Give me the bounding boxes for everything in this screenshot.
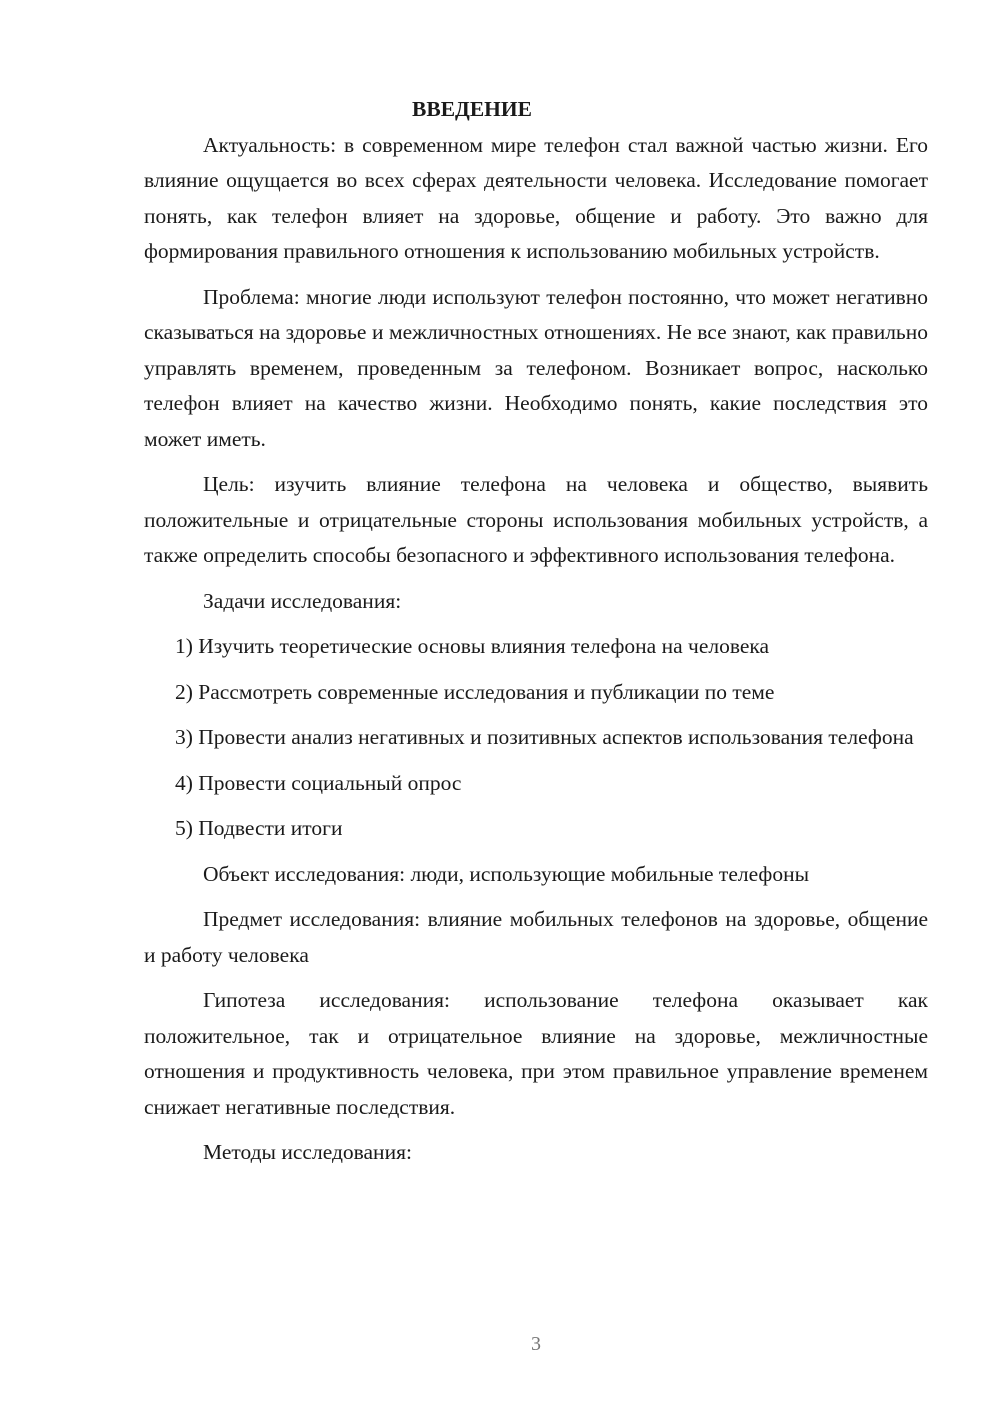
paragraph-relevance: Актуальность: в современном мире телефон стал важной частью жизни. Его влияние ощущается во всех сферах деятельности человека. Исследование помогает понять, как телефон влияет на здоровье, общение и работу. Это важно для формирования правильного отношения к использованию мобильных устройств. (144, 132, 928, 263)
paragraph-goal: Цель: изучить влияние телефона на человека и общество, выявить положительные и отрицательные стороны использования мобильных устройств, а также определить способы безопасного и эффективного использования телефона. (144, 472, 928, 567)
task-item-2: 2) Рассмотреть современные исследования и публикации по теме (175, 679, 775, 704)
document-page (144, 92, 928, 1181)
section-title (144, 92, 928, 128)
task-item-1: 1) Изучить теоретические основы влияния телефона на человека (175, 634, 770, 658)
task-item-5: 5) Подвести итоги (175, 816, 343, 840)
paragraph-object: Объект исследования: люди, использующие мобильные телефоны (203, 861, 810, 886)
page-number: 3 (531, 1333, 541, 1355)
task-item-3: 3) Провести анализ негативных и позитивных аспектов использования телефона (175, 725, 914, 749)
paragraph-problem: Проблема: многие люди используют телефон постоянно, что может негативно сказываться на здоровье и межличностных отношениях. Не все знают, как правильно управлять временем, проведенным за телефоном. Возникает вопрос, насколько телефон влияет на качество жизни. Необходимо понять, какие последствия это может иметь. (144, 284, 928, 451)
tasks-heading: Задачи исследования: (203, 588, 402, 613)
section-title-text: ВВЕДЕНИЕ (412, 97, 532, 121)
task-item-4: 4) Провести социальный опрос (175, 770, 462, 795)
methods-heading: Методы исследования: (203, 1140, 412, 1164)
paragraph-hypothesis: Гипотеза исследования: использование телефона оказывает как положительное, так и отрицательное влияние на здоровье, межличностные отношения и продуктивность человека, при этом правильное управление временем снижает негативные последствия. (144, 988, 928, 1119)
paragraph-subject: Предмет исследования: влияние мобильных телефонов на здоровье, общение и работу человека (144, 907, 928, 967)
